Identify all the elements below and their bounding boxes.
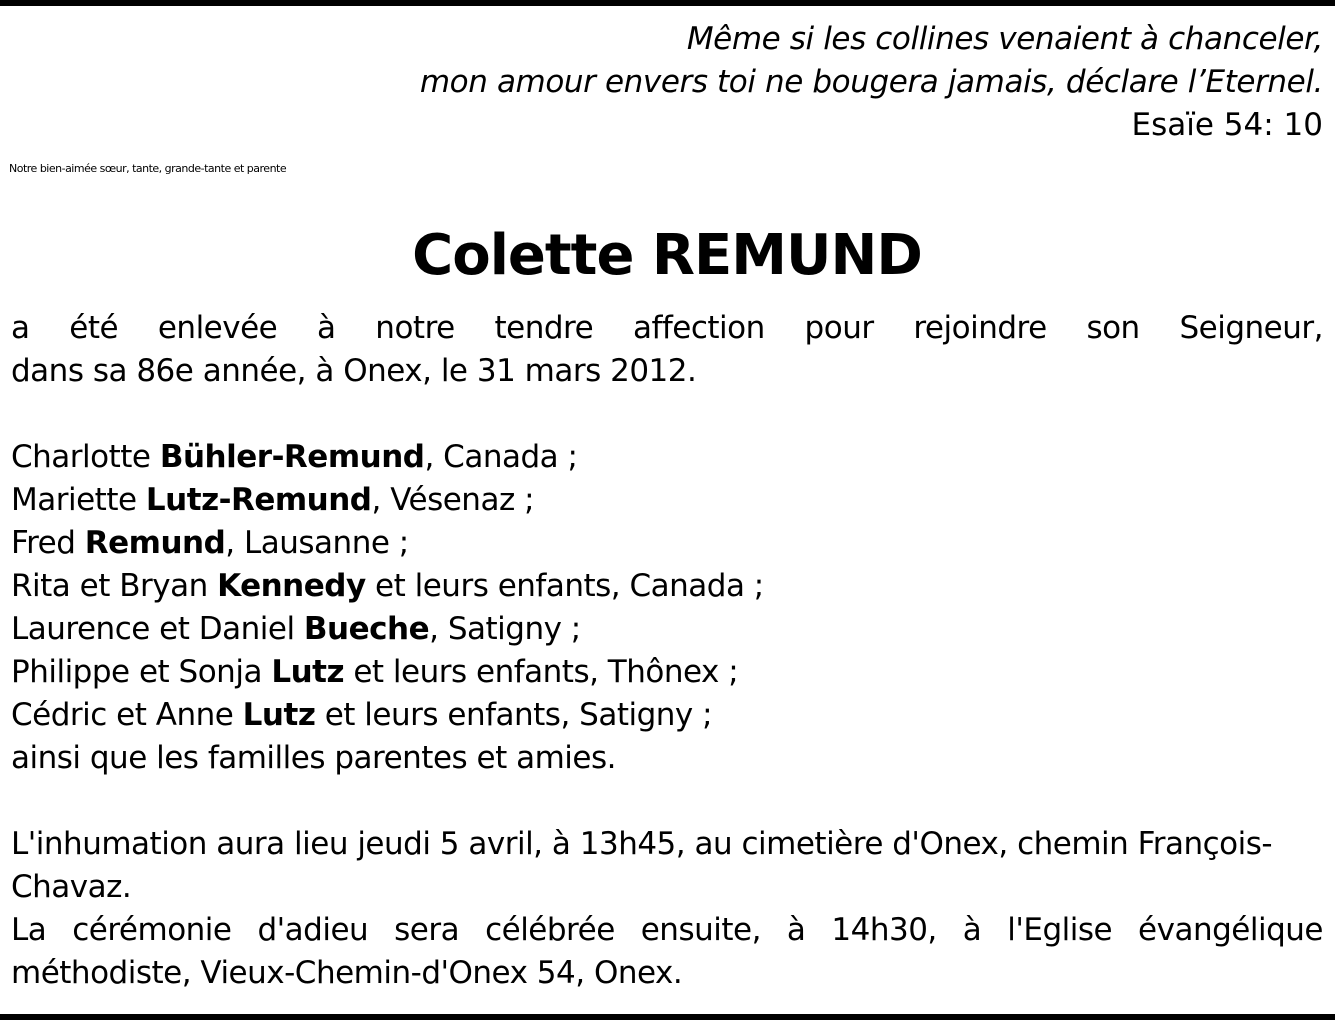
member-surname: Kennedy xyxy=(217,568,366,604)
member-given-names: Charlotte xyxy=(11,439,160,475)
ceremony-line-1: La cérémonie d'adieu sera célébrée ensuite, à 14h30, à l'Eglise évangélique xyxy=(11,912,1323,948)
burial-line-1: L'inhumation aura lieu jeudi 5 avril, à 13h45, au cimetière d'Onex, chemin François- xyxy=(11,826,1273,862)
announcement-line-1: a été enlevée à notre tendre affection pour rejoindre son Seigneur, xyxy=(11,310,1323,346)
family-member xyxy=(11,479,1323,522)
bottom-rule xyxy=(0,1014,1335,1020)
member-given-names: Fred xyxy=(11,525,85,561)
member-surname: Bühler-Remund xyxy=(159,439,425,475)
family-member xyxy=(11,651,1323,694)
member-details: et leurs enfants, Canada ; xyxy=(365,568,764,604)
member-details: et leurs enfants, Thônex ; xyxy=(344,654,739,690)
announcement-line-2: dans sa 86e année, à Onex, le 31 mars 2012. xyxy=(11,353,697,389)
member-details: , Vésenaz ; xyxy=(371,482,535,518)
family-member xyxy=(11,608,1323,651)
member-given-names: Mariette xyxy=(11,482,146,518)
verse-reference: Esaïe 54: 10 xyxy=(1131,107,1323,143)
member-surname: Lutz xyxy=(271,654,344,690)
bible-verse xyxy=(11,18,1323,147)
verse-line-1: Même si les collines venaient à chanceler, xyxy=(686,21,1323,57)
family-closing: ainsi que les familles parentes et amies. xyxy=(11,740,616,776)
member-surname: Lutz xyxy=(242,697,316,733)
ceremony-line-2: méthodiste, Vieux-Chemin-d'Onex 54, Onex. xyxy=(11,955,683,991)
member-given-names: Philippe et Sonja xyxy=(11,654,272,690)
obituary-notice xyxy=(11,18,1323,995)
deceased-name: Colette REMUND xyxy=(412,223,922,288)
burial-line-2: Chavaz. xyxy=(11,869,132,905)
member-details: , Satigny ; xyxy=(429,611,581,647)
family-member xyxy=(11,694,1323,737)
member-details: , Canada ; xyxy=(424,439,578,475)
intro-text: Notre bien-aimée sœur, tante, grande-tante et parente xyxy=(9,162,287,175)
member-given-names: Cédric et Anne xyxy=(11,697,243,733)
member-given-names: Rita et Bryan xyxy=(11,568,218,604)
burial-info xyxy=(11,823,1323,909)
family-member xyxy=(11,436,1323,479)
member-surname: Lutz-Remund xyxy=(145,482,372,518)
member-details: et leurs enfants, Satigny ; xyxy=(315,697,713,733)
ceremony-info xyxy=(11,909,1323,995)
member-surname: Bueche xyxy=(303,611,430,647)
verse-line-2: mon amour envers toi ne bougera jamais, déclare l’Eternel. xyxy=(419,64,1323,100)
announcement xyxy=(11,307,1323,393)
member-given-names: Laurence et Daniel xyxy=(11,611,304,647)
family-member xyxy=(11,565,1323,608)
family-list xyxy=(11,436,1323,780)
member-details: , Lausanne ; xyxy=(225,525,409,561)
family-member xyxy=(11,522,1323,565)
top-rule xyxy=(0,0,1335,6)
spacer xyxy=(11,393,1323,436)
spacer xyxy=(11,780,1323,823)
member-surname: Remund xyxy=(84,525,226,561)
